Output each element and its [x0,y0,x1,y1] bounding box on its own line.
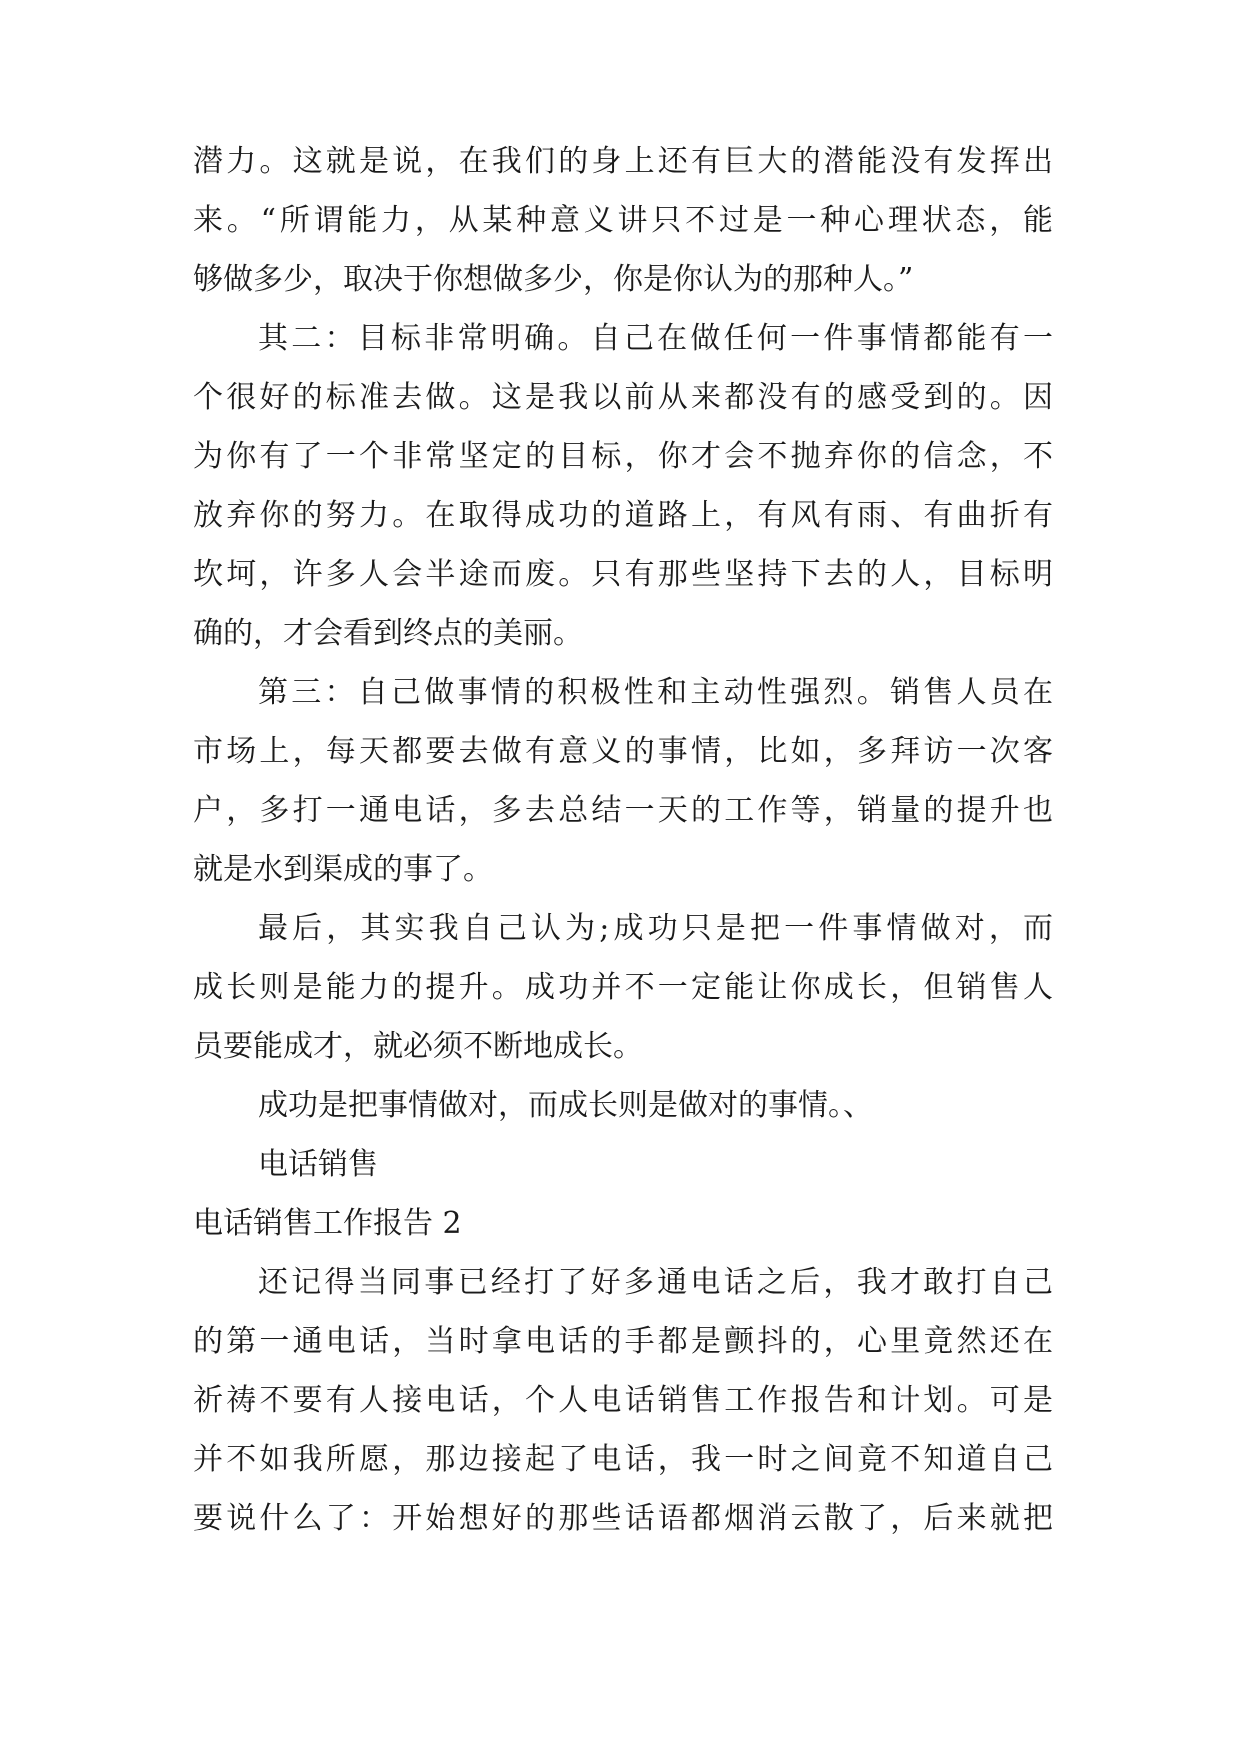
paragraph-line: 其二：目标非常明确。自己在做任何一件事情都能有一 [258,321,1053,356]
paragraph-line: 够做多少，取决于你想做多少，你是你认为的那种人。” [193,262,914,297]
paragraph-line: 潜力。这就是说，在我们的身上还有巨大的潜能没有发挥出 [193,144,1053,179]
paragraph-line: 就是水到渠成的事了。 [193,852,493,887]
paragraph-line: 坎坷，许多人会半途而废。只有那些坚持下去的人，目标明 [193,557,1053,592]
paragraph-line: 确的，才会看到终点的美丽。 [193,616,583,651]
paragraph-line: 放弃你的努力。在取得成功的道路上，有风有雨、有曲折有 [193,498,1053,533]
paragraph-line: 祈祷不要有人接电话，个人电话销售工作报告和计划。可是 [193,1383,1053,1418]
paragraph-line: 电话销售 [258,1147,378,1182]
paragraph-line: 第三：自己做事情的积极性和主动性强烈。销售人员在 [258,675,1053,710]
paragraph-line: 个很好的标准去做。这是我以前从来都没有的感受到的。因 [193,380,1053,415]
section-heading: 电话销售工作报告 2 [193,1206,462,1241]
paragraph-line: 还记得当同事已经打了好多通电话之后，我才敢打自己 [258,1265,1053,1300]
paragraph-line: 成功是把事情做对，而成长则是做对的事情。、 [258,1088,873,1123]
paragraph-line: 员要能成才，就必须不断地成长。 [193,1029,643,1064]
paragraph-line: 市场上，每天都要去做有意义的事情，比如，多拜访一次客 [193,734,1053,769]
paragraph-line: 成长则是能力的提升。成功并不一定能让你成长，但销售人 [193,970,1053,1005]
paragraph-line: 户，多打一通电话，多去总结一天的工作等，销量的提升也 [193,793,1053,828]
paragraph-line: 要说什么了：开始想好的那些话语都烟消云散了，后来就把 [193,1501,1053,1536]
paragraph-line: 的第一通电话，当时拿电话的手都是颤抖的，心里竟然还在 [193,1324,1053,1359]
paragraph-line: 来。“所谓能力，从某种意义讲只不过是一种心理状态，能 [193,203,1053,238]
paragraph-line: 最后，其实我自己认为;成功只是把一件事情做对，而 [258,911,1053,946]
paragraph-line: 为你有了一个非常坚定的目标，你才会不抛弃你的信念，不 [193,439,1053,474]
paragraph-line: 并不如我所愿，那边接起了电话，我一时之间竟不知道自己 [193,1442,1053,1477]
